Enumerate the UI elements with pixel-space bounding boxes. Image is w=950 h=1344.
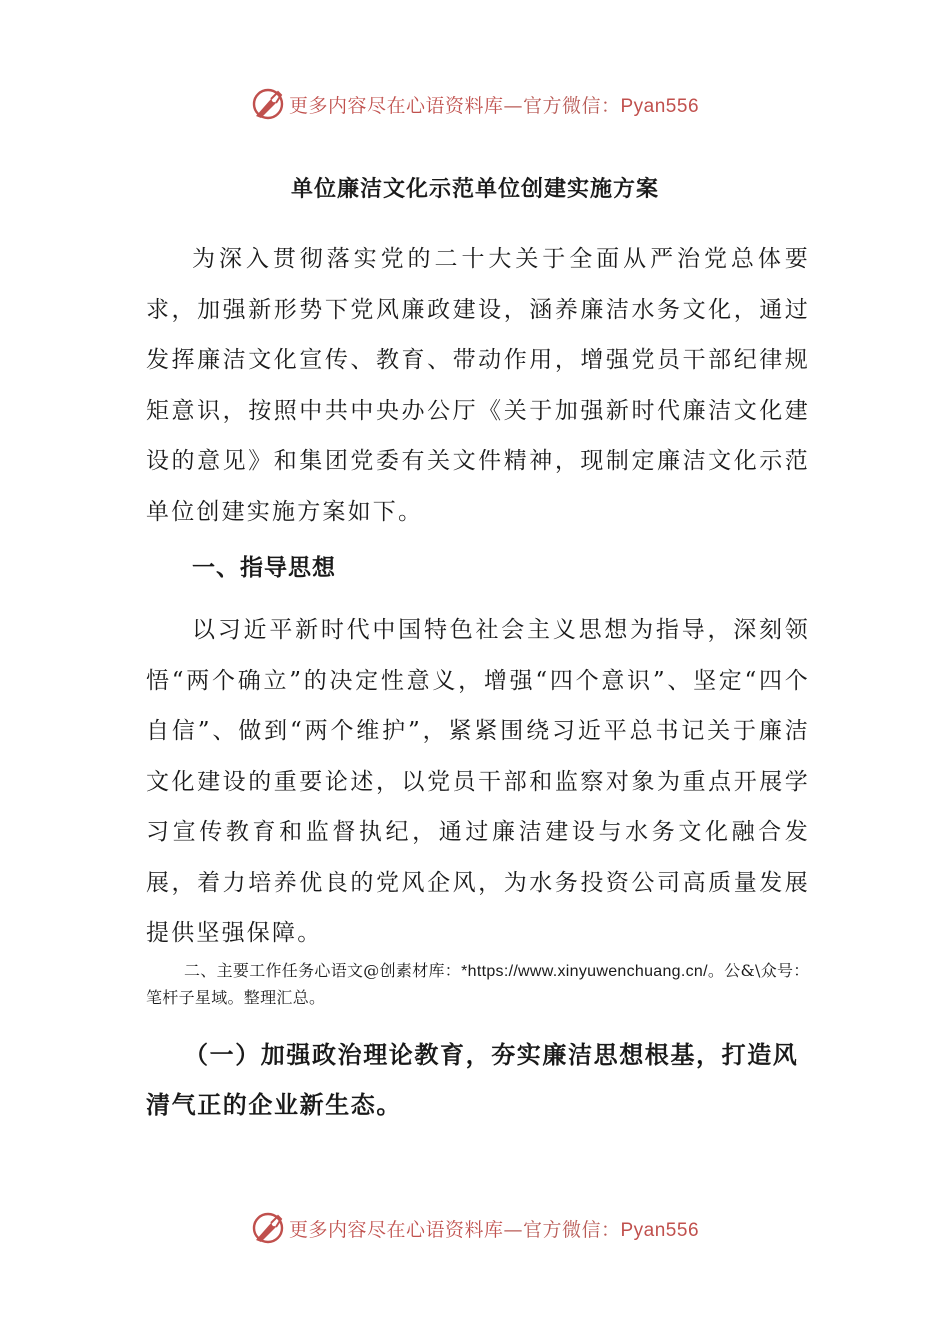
document-title: 单位廉洁文化示范单位创建实施方案 — [290, 176, 659, 202]
pen-nib-logo-icon — [251, 1211, 285, 1245]
banner-text — [289, 91, 699, 118]
header-banner — [0, 82, 950, 126]
intro-paragraph: 为深入贯彻落实党的二十大关于全面从严治党总体要求，加强新形势下党风廉政建设，涵养廉洁水务文化，通过发挥廉洁文化宣传、教育、带动作用，增强党员干部纪律规矩意识，按照中共中央办公厅《关于加强新时代廉洁文化建设的意见》和集团党委有关文件精神，现制定廉洁文化示范单位创建实施方案如下。 — [146, 246, 810, 525]
banner-text — [289, 1215, 699, 1242]
footer-banner — [0, 1206, 950, 1250]
banner-text-wechat-id: Pyan556 — [620, 1219, 700, 1241]
banner-text-wechat-id: Pyan556 — [620, 95, 700, 117]
source-note — [146, 958, 810, 1011]
pen-nib-logo-icon — [251, 87, 285, 121]
banner-text-wechat-label: —官方微信： — [503, 94, 621, 117]
source-note-prefix: 二、主要工作任务心语文@创素材库： — [184, 961, 462, 980]
guiding-ideology-paragraph: 以习近平新时代中国特色社会主义思想为指导，深刻领悟“两个确立”的决定性意义，增强“四个意识”、坚定“四个自信”、做到“两个维护”，紧紧围绕习近平总书记关于廉洁文化建设的重要论述，以党员干部和监察对象为重点开展学习宣传教育和监督执纪，通过廉洁建设与水务文化融合发展，着力培养优良的党风企风，为水务投资公司高质量发展提供坚强保障。 — [146, 617, 810, 946]
source-note-suffix: 。公&\众号：笔杆子星域。整理汇总。 — [146, 961, 810, 1007]
section-heading-guiding-ideology: 一、指导思想 — [192, 554, 336, 581]
banner-text-site: 更多内容尽在心语资料库 — [288, 94, 504, 117]
subsection-heading-political-education: （一）加强政治理论教育，夯实廉洁思想根基，打造风清气正的企业新生态。 — [146, 1040, 799, 1119]
banner-text-site: 更多内容尽在心语资料库 — [288, 1218, 504, 1241]
banner-text-wechat-label: —官方微信： — [503, 1218, 621, 1241]
source-note-url: *https://www.xinyuwenchuang.cn/ — [461, 963, 708, 980]
